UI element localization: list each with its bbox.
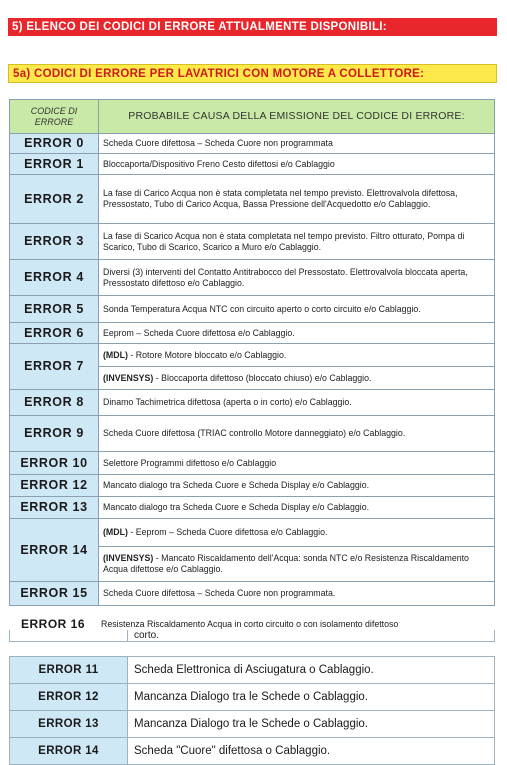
error-description: Selettore Programmi difettoso e/o Cablaggio bbox=[99, 452, 495, 475]
spacer bbox=[128, 642, 495, 657]
table-row bbox=[10, 738, 495, 765]
error-description: Sonda Temperatura Acqua NTC con circuito aperto o corto circuito e/o Cablaggio. bbox=[99, 296, 495, 323]
table-row bbox=[10, 390, 495, 416]
error-description: Scheda Cuore difettosa – Scheda Cuore non programmata. bbox=[99, 582, 495, 606]
fragment-row bbox=[10, 630, 495, 642]
error-code: ERROR 14 bbox=[10, 519, 99, 582]
error-code: ERROR 3 bbox=[10, 224, 99, 260]
variant-prefix: (MDL) bbox=[103, 527, 128, 537]
error-code: ERROR 13 bbox=[10, 711, 128, 738]
error-description: Scheda Cuore difettosa – Scheda Cuore non programmata bbox=[99, 134, 495, 154]
variant-text: - Rotore Motore bloccato e/o Cablaggio. bbox=[127, 349, 287, 360]
table-row bbox=[10, 134, 495, 154]
error-code: ERROR 2 bbox=[10, 175, 99, 224]
error-description-invensys bbox=[99, 367, 495, 390]
error-description: La fase di Carico Acqua non è stata completata nel tempo previsto. Elettrovalvola difettosa, Pressostato, Tubo di Carico Acqua, Bassa Pressione dell'Acquedotto e/o Cablaggio. bbox=[99, 175, 495, 224]
error-code: ERROR 10 bbox=[10, 452, 99, 475]
clipped-row bbox=[9, 619, 495, 630]
error-description-mdl bbox=[99, 344, 495, 367]
table-row bbox=[10, 260, 495, 296]
table-row bbox=[10, 684, 495, 711]
error-description: Scheda "Cuore" difettosa o Cablaggio. bbox=[128, 738, 495, 765]
error-code: ERROR 6 bbox=[10, 323, 99, 344]
section-banner: 5) ELENCO DEI CODICI DI ERRORE ATTUALMENTE DISPONIBILI: bbox=[8, 18, 497, 36]
variant-prefix: (INVENSYS) bbox=[103, 372, 154, 383]
error-description: Bloccaporta/Dispositivo Freno Cesto difettosi e/o Cablaggio bbox=[99, 154, 495, 175]
error-description: Mancanza Dialogo tra le Schede o Cablaggio. bbox=[128, 711, 495, 738]
error-code: ERROR 0 bbox=[10, 134, 99, 154]
subsection-banner: 5a) CODICI DI ERRORE PER LAVATRICI CON MOTORE A COLLETTORE: bbox=[8, 64, 497, 83]
error-description: Mancato dialogo tra Scheda Cuore e Scheda Display e/o Cablaggio. bbox=[99, 497, 495, 519]
error-description: Eeprom – Scheda Cuore difettosa e/o Cablaggio. bbox=[99, 323, 495, 344]
spacer-row bbox=[10, 642, 495, 657]
table-row bbox=[10, 657, 495, 684]
error-code: ERROR 15 bbox=[10, 582, 99, 606]
error-code: ERROR 7 bbox=[10, 344, 99, 390]
error-code: ERROR 12 bbox=[10, 475, 99, 497]
error-code: ERROR 1 bbox=[10, 154, 99, 175]
error-description: Scheda Elettronica di Asciugatura o Cablaggio. bbox=[128, 657, 495, 684]
error-description: La fase di Scarico Acqua non è stata completata nel tempo previsto. Filtro otturato, Pompa di Scarico, Tubo di Scarico, Scarico a Muro e/o Cablaggio. bbox=[99, 224, 495, 260]
error-code: ERROR 14 bbox=[10, 738, 128, 765]
error-description-invensys bbox=[99, 547, 495, 582]
table-row bbox=[10, 452, 495, 475]
header-cause: PROBABILE CAUSA DELLA EMISSIONE DEL CODICE DI ERRORE: bbox=[99, 100, 495, 134]
table-row bbox=[10, 344, 495, 367]
blank-cell bbox=[10, 630, 128, 642]
continuation-table bbox=[9, 630, 495, 765]
error-description: Resistenza Riscaldamento Acqua in corto circuito o con isolamento difettoso bbox=[101, 619, 399, 629]
table-row bbox=[10, 475, 495, 497]
table-row bbox=[10, 175, 495, 224]
header-code: CODICE DI ERRORE bbox=[10, 100, 99, 134]
table-row bbox=[10, 416, 495, 452]
variant-text: - Mancato Riscaldamento dell'Acqua: sonda NTC e/o Resistenza Riscaldamento Acqua difettose e/o Cablaggio. bbox=[103, 553, 469, 574]
variant-prefix: (MDL) bbox=[103, 349, 128, 360]
spacer bbox=[10, 642, 128, 657]
continuation-fragment: corto. bbox=[128, 630, 495, 642]
error-code: ERROR 13 bbox=[10, 497, 99, 519]
table-row bbox=[10, 582, 495, 606]
table-row bbox=[10, 711, 495, 738]
error-code: ERROR 11 bbox=[10, 657, 128, 684]
error-code: ERROR 12 bbox=[10, 684, 128, 711]
variant-text: - Eeprom – Scheda Cuore difettosa e/o Cablaggio. bbox=[127, 527, 328, 537]
error-code: ERROR 8 bbox=[10, 390, 99, 416]
table-header-row bbox=[10, 100, 495, 134]
error-description: Scheda Cuore difettosa (TRIAC controllo Motore danneggiato) e/o Cablaggio. bbox=[99, 416, 495, 452]
error-description: Mancanza Dialogo tra le Schede o Cablaggio. bbox=[128, 684, 495, 711]
table-row bbox=[10, 519, 495, 547]
error-code-table bbox=[9, 99, 495, 606]
table-row bbox=[10, 323, 495, 344]
error-code: ERROR 16 bbox=[20, 619, 86, 630]
table-row bbox=[10, 296, 495, 323]
variant-text: - Bloccaporta difettoso (bloccato chiuso) e/o Cablaggio. bbox=[153, 372, 372, 383]
table-row bbox=[10, 224, 495, 260]
error-code: ERROR 9 bbox=[10, 416, 99, 452]
error-description: Dinamo Tachimetrica difettosa (aperta o in corto) e/o Cablaggio. bbox=[99, 390, 495, 416]
table-row bbox=[10, 497, 495, 519]
error-description-mdl bbox=[99, 519, 495, 547]
variant-prefix: (INVENSYS) bbox=[103, 553, 154, 563]
error-description: Mancato dialogo tra Scheda Cuore e Scheda Display e/o Cablaggio. bbox=[99, 475, 495, 497]
table-row bbox=[10, 154, 495, 175]
error-code: ERROR 5 bbox=[10, 296, 99, 323]
error-code: ERROR 4 bbox=[10, 260, 99, 296]
error-description: Diversi (3) interventi del Contatto Antitrabocco del Pressostato. Elettrovalvola bloccata aperta, Pressostato difettoso e/o Cablaggio. bbox=[99, 260, 495, 296]
